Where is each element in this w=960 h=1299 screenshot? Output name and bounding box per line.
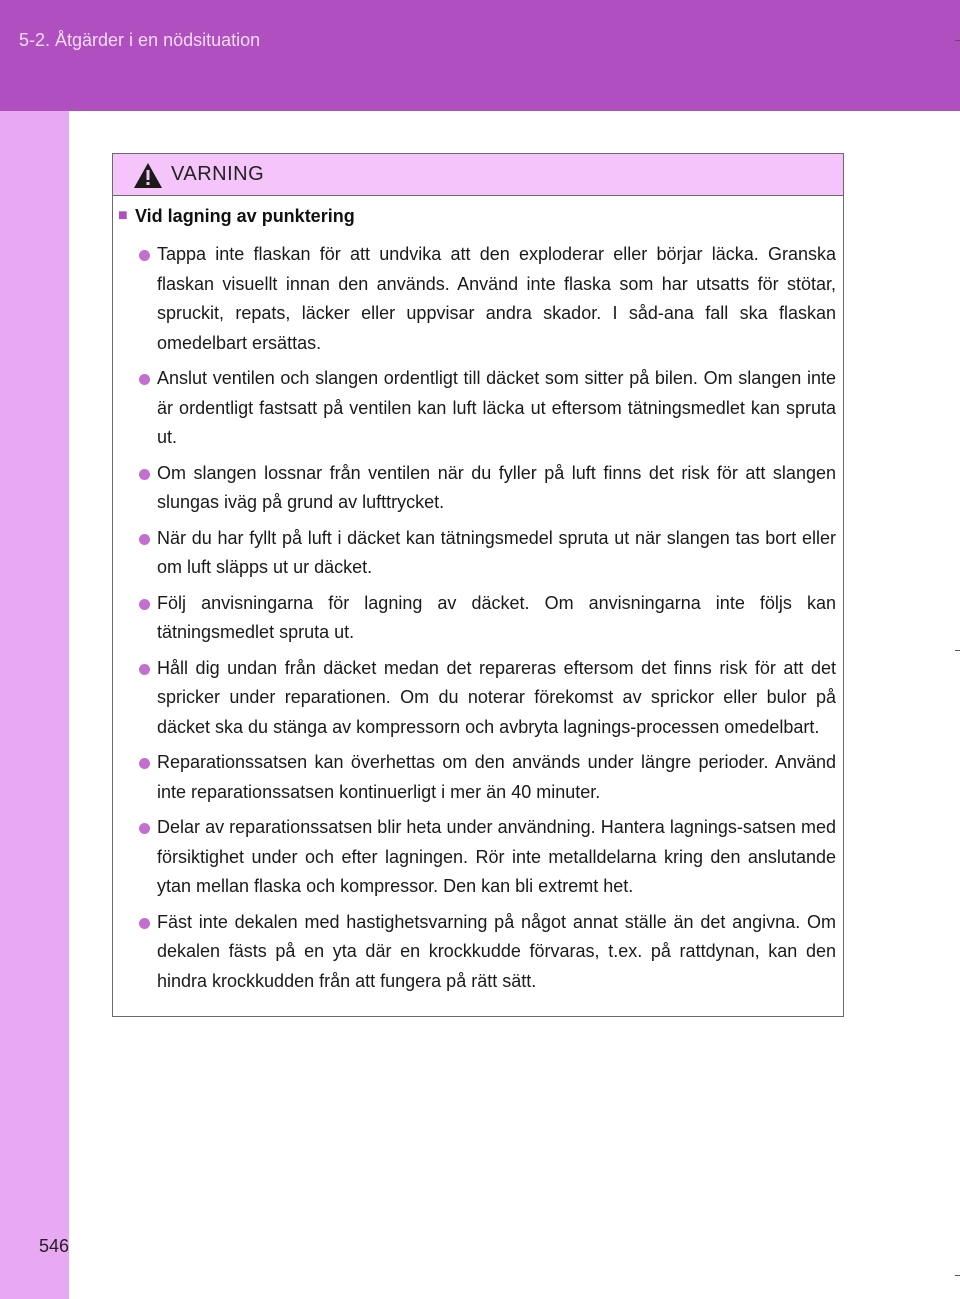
section-title: 5-2. Åtgärder i en nödsituation bbox=[19, 30, 261, 50]
list-item bbox=[113, 240, 843, 358]
warning-triangle-icon bbox=[133, 162, 163, 189]
warning-heading-text: Vid lagning av punktering bbox=[135, 206, 355, 226]
page-number: 546 bbox=[39, 1236, 70, 1256]
warning-label: VARNING bbox=[171, 163, 265, 185]
list-item bbox=[113, 459, 843, 518]
list-item-text: Tappa inte flaskan för att undvika att den exploderar eller börjar läcka. Granska flaskan visuellt innan den används. Använd inte flaska som har utsatts för stötar, spruckit, repats, läcker eller uppvisar andra skador. I såd-ana fall ska flaskan omedelbart ersättas. bbox=[157, 244, 836, 353]
list-item bbox=[113, 813, 843, 902]
warning-box bbox=[112, 153, 844, 1017]
crop-mark bbox=[955, 650, 960, 651]
list-item-text: Anslut ventilen och slangen ordentligt till däcket som sitter på bilen. Om slangen inte är ordentligt fastsatt på ventilen kan luft läcka ut eftersom tätningsmedlet kan spruta ut. bbox=[157, 368, 836, 447]
list-item-text: Reparationssatsen kan överhettas om den används under längre perioder. Använd inte reparationssatsen kontinuerligt i mer än 40 minuter. bbox=[157, 752, 836, 802]
circle-bullet-icon bbox=[139, 599, 150, 610]
list-item bbox=[113, 748, 843, 807]
circle-bullet-icon bbox=[139, 374, 150, 385]
warning-header bbox=[113, 154, 843, 196]
circle-bullet-icon bbox=[139, 534, 150, 545]
crop-mark bbox=[955, 1275, 960, 1276]
square-bullet-icon: ■ bbox=[118, 207, 128, 224]
circle-bullet-icon bbox=[139, 250, 150, 261]
warning-body bbox=[113, 206, 843, 1002]
circle-bullet-icon bbox=[139, 758, 150, 769]
list-item-text: När du har fyllt på luft i däcket kan tätningsmedel spruta ut när slangen tas bort eller om luft släpps ut ur däcket. bbox=[157, 527, 836, 577]
list-item-text: Fäst inte dekalen med hastighetsvarning på något annat ställe än det angivna. Om dekalen fästs på en yta där en krockkudde förvaras, t.ex. på rattdynan, kan den hindra krockkudden från att fungera på rätt sätt. bbox=[157, 911, 836, 991]
list-item-text: Om slangen lossnar från ventilen när du fyller på luft finns det risk för att slangen slungas iväg på grund av lufttrycket. bbox=[157, 462, 836, 512]
list-item-text: Håll dig undan från däcket medan det repareras eftersom det finns risk för att det spricker under reparationen. Om du noterar förekomst av sprickor eller bulor på däcket ska du stänga av kompressorn och avbryta lagnings-processen omedelbart. bbox=[157, 657, 836, 737]
list-item-text: Delar av reparationssatsen blir heta under användning. Hantera lagnings-satsen med försiktighet under och efter lagningen. Rör inte metalldelarna kring den anslutande ytan mellan flaska och kompressor. Den kan bli extremt het. bbox=[157, 817, 836, 896]
list-item-text: Följ anvisningarna för lagning av däcket. Om anvisningarna inte följs kan tätningsmedlet spruta ut. bbox=[157, 592, 836, 642]
circle-bullet-icon bbox=[139, 918, 150, 929]
header-bar bbox=[0, 0, 960, 111]
list-item bbox=[113, 364, 843, 453]
circle-bullet-icon bbox=[139, 664, 150, 675]
list-item bbox=[113, 524, 843, 583]
left-margin-strip bbox=[0, 111, 69, 1299]
warning-heading bbox=[113, 206, 843, 234]
circle-bullet-icon bbox=[139, 469, 150, 480]
crop-mark bbox=[955, 40, 960, 41]
list-item bbox=[113, 654, 843, 743]
list-item bbox=[113, 908, 843, 997]
circle-bullet-icon bbox=[139, 823, 150, 834]
list-item bbox=[113, 589, 843, 648]
